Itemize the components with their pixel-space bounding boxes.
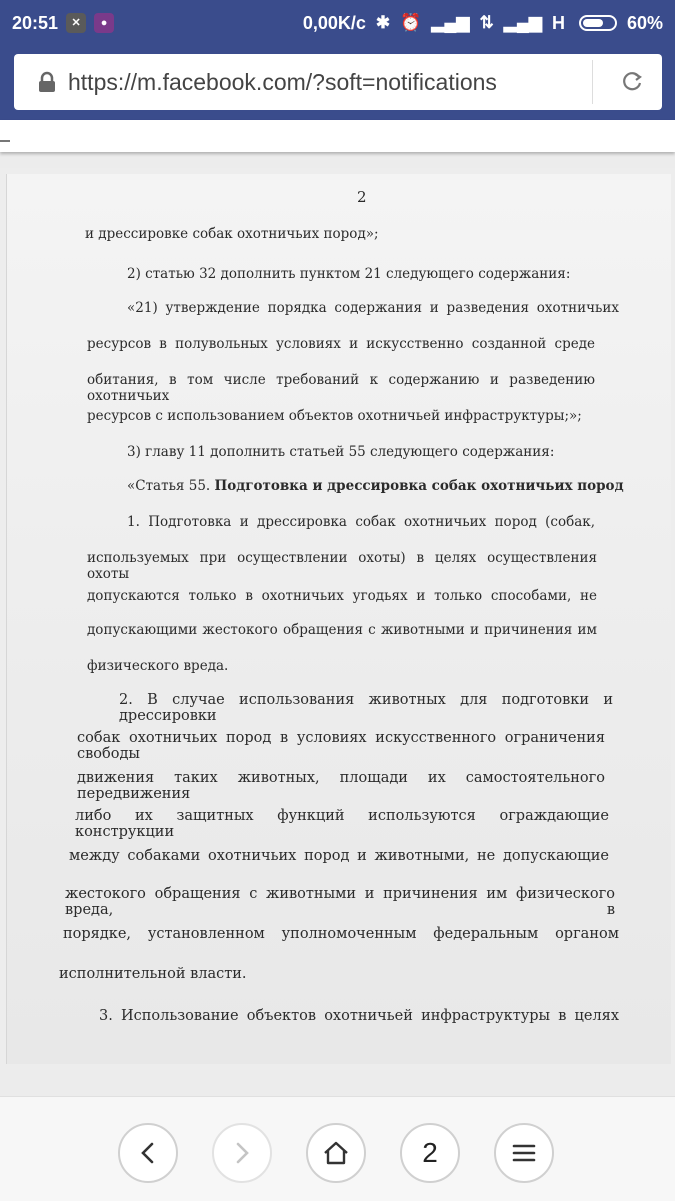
status-bar xyxy=(0,0,675,46)
doc-line: либо их защитных функций используются ограждающие конструкции xyxy=(75,808,609,840)
doc-line: «21) утверждение порядка содержания и разведения охотничьих xyxy=(127,300,619,316)
doc-line: 3) главу 11 дополнить статьей 55 следующего содержания: xyxy=(127,444,555,460)
hamburger-menu-icon xyxy=(511,1142,537,1164)
previous-post-card xyxy=(0,120,675,152)
battery-icon xyxy=(579,15,617,31)
home-button[interactable] xyxy=(306,1123,366,1183)
doc-line: собак охотничьих пород в условиях искусственного ограничения свободы xyxy=(77,730,605,762)
address-bar[interactable] xyxy=(14,54,662,110)
reload-icon[interactable] xyxy=(618,68,646,96)
doc-line: жестокого обращения с животными и причинения им физического вреда, в xyxy=(65,886,615,918)
doc-line: порядке, установленном уполномоченным федеральным органом xyxy=(63,926,619,942)
doc-line: 2. В случае использования животных для подготовки и дрессировки xyxy=(119,692,613,724)
data-arrows-icon: ⇅ xyxy=(479,13,494,32)
article-heading: Подготовка и дрессировка собак охотничьих пород xyxy=(214,478,624,494)
alarm-icon: ⏰ xyxy=(400,13,422,32)
menu-button[interactable] xyxy=(494,1123,554,1183)
doc-line: 3. Использование объектов охотничьей инфраструктуры в целях xyxy=(99,1008,619,1024)
battery-percent: 60% xyxy=(626,12,663,33)
network-type: H xyxy=(551,12,565,33)
document-photo[interactable] xyxy=(0,168,675,1070)
chevron-left-icon xyxy=(137,1141,159,1165)
doc-line: и дрессировке собак охотничьих пород»; xyxy=(85,226,379,242)
tabs-button[interactable] xyxy=(400,1123,460,1183)
network-speed: 0,00K/c xyxy=(302,12,366,33)
doc-line: 2) статью 32 дополнить пунктом 21 следующего содержания: xyxy=(127,266,571,282)
doc-line: исполнительной власти. xyxy=(59,966,247,982)
card-fragment xyxy=(0,140,10,142)
document-page xyxy=(6,174,671,1064)
tab-count: 2 xyxy=(422,1137,438,1168)
bluetooth-icon: ✱ xyxy=(375,13,391,32)
doc-line: между собаками охотничьих пород и животными, не допускающие xyxy=(69,848,609,864)
doc-line: допускающими жестокого обращения с животными и причинения им xyxy=(87,622,597,638)
url-text[interactable]: https://m.facebook.com/?soft=notifications xyxy=(68,68,497,95)
doc-line: используемых при осуществлении охоты) в целях осуществления охоты xyxy=(87,550,597,582)
page-number: 2 xyxy=(357,188,367,206)
doc-line: обитания, в том числе требований к содержанию и разведению охотничьих xyxy=(87,372,595,404)
doc-line: ресурсов в полувольных условиях и искусственно созданной среде xyxy=(87,336,595,352)
home-icon xyxy=(321,1139,351,1167)
forward-button[interactable] xyxy=(212,1123,272,1183)
doc-line: «Статья 55. Подготовка и дрессировка собак охотничьих пород xyxy=(127,478,624,494)
doc-line: движения таких животных, площади их самостоятельного передвижения xyxy=(77,770,605,802)
doc-line: допускаются только в охотничьих угодьях и только способами, не xyxy=(87,588,597,604)
browser-toolbar xyxy=(0,46,675,120)
address-divider xyxy=(592,60,593,104)
signal-icon: ▂▄▆ xyxy=(431,13,470,32)
status-time: 20:51 xyxy=(12,12,59,33)
doc-line: ресурсов с использованием объектов охотничьей инфраструктуры;»; xyxy=(87,408,582,424)
camera-notification-icon: ● xyxy=(94,13,114,33)
signal-icon-2: ▂▄▆ xyxy=(503,13,542,32)
lock-icon xyxy=(36,71,58,93)
app-notification-icon: ✕ xyxy=(66,13,86,33)
back-button[interactable] xyxy=(118,1123,178,1183)
doc-line: физического вреда. xyxy=(87,658,229,674)
browser-bottom-nav xyxy=(0,1096,675,1201)
chevron-right-icon xyxy=(231,1141,253,1165)
doc-line: 1. Подготовка и дрессировка собак охотничьих пород (собак, xyxy=(127,514,595,530)
